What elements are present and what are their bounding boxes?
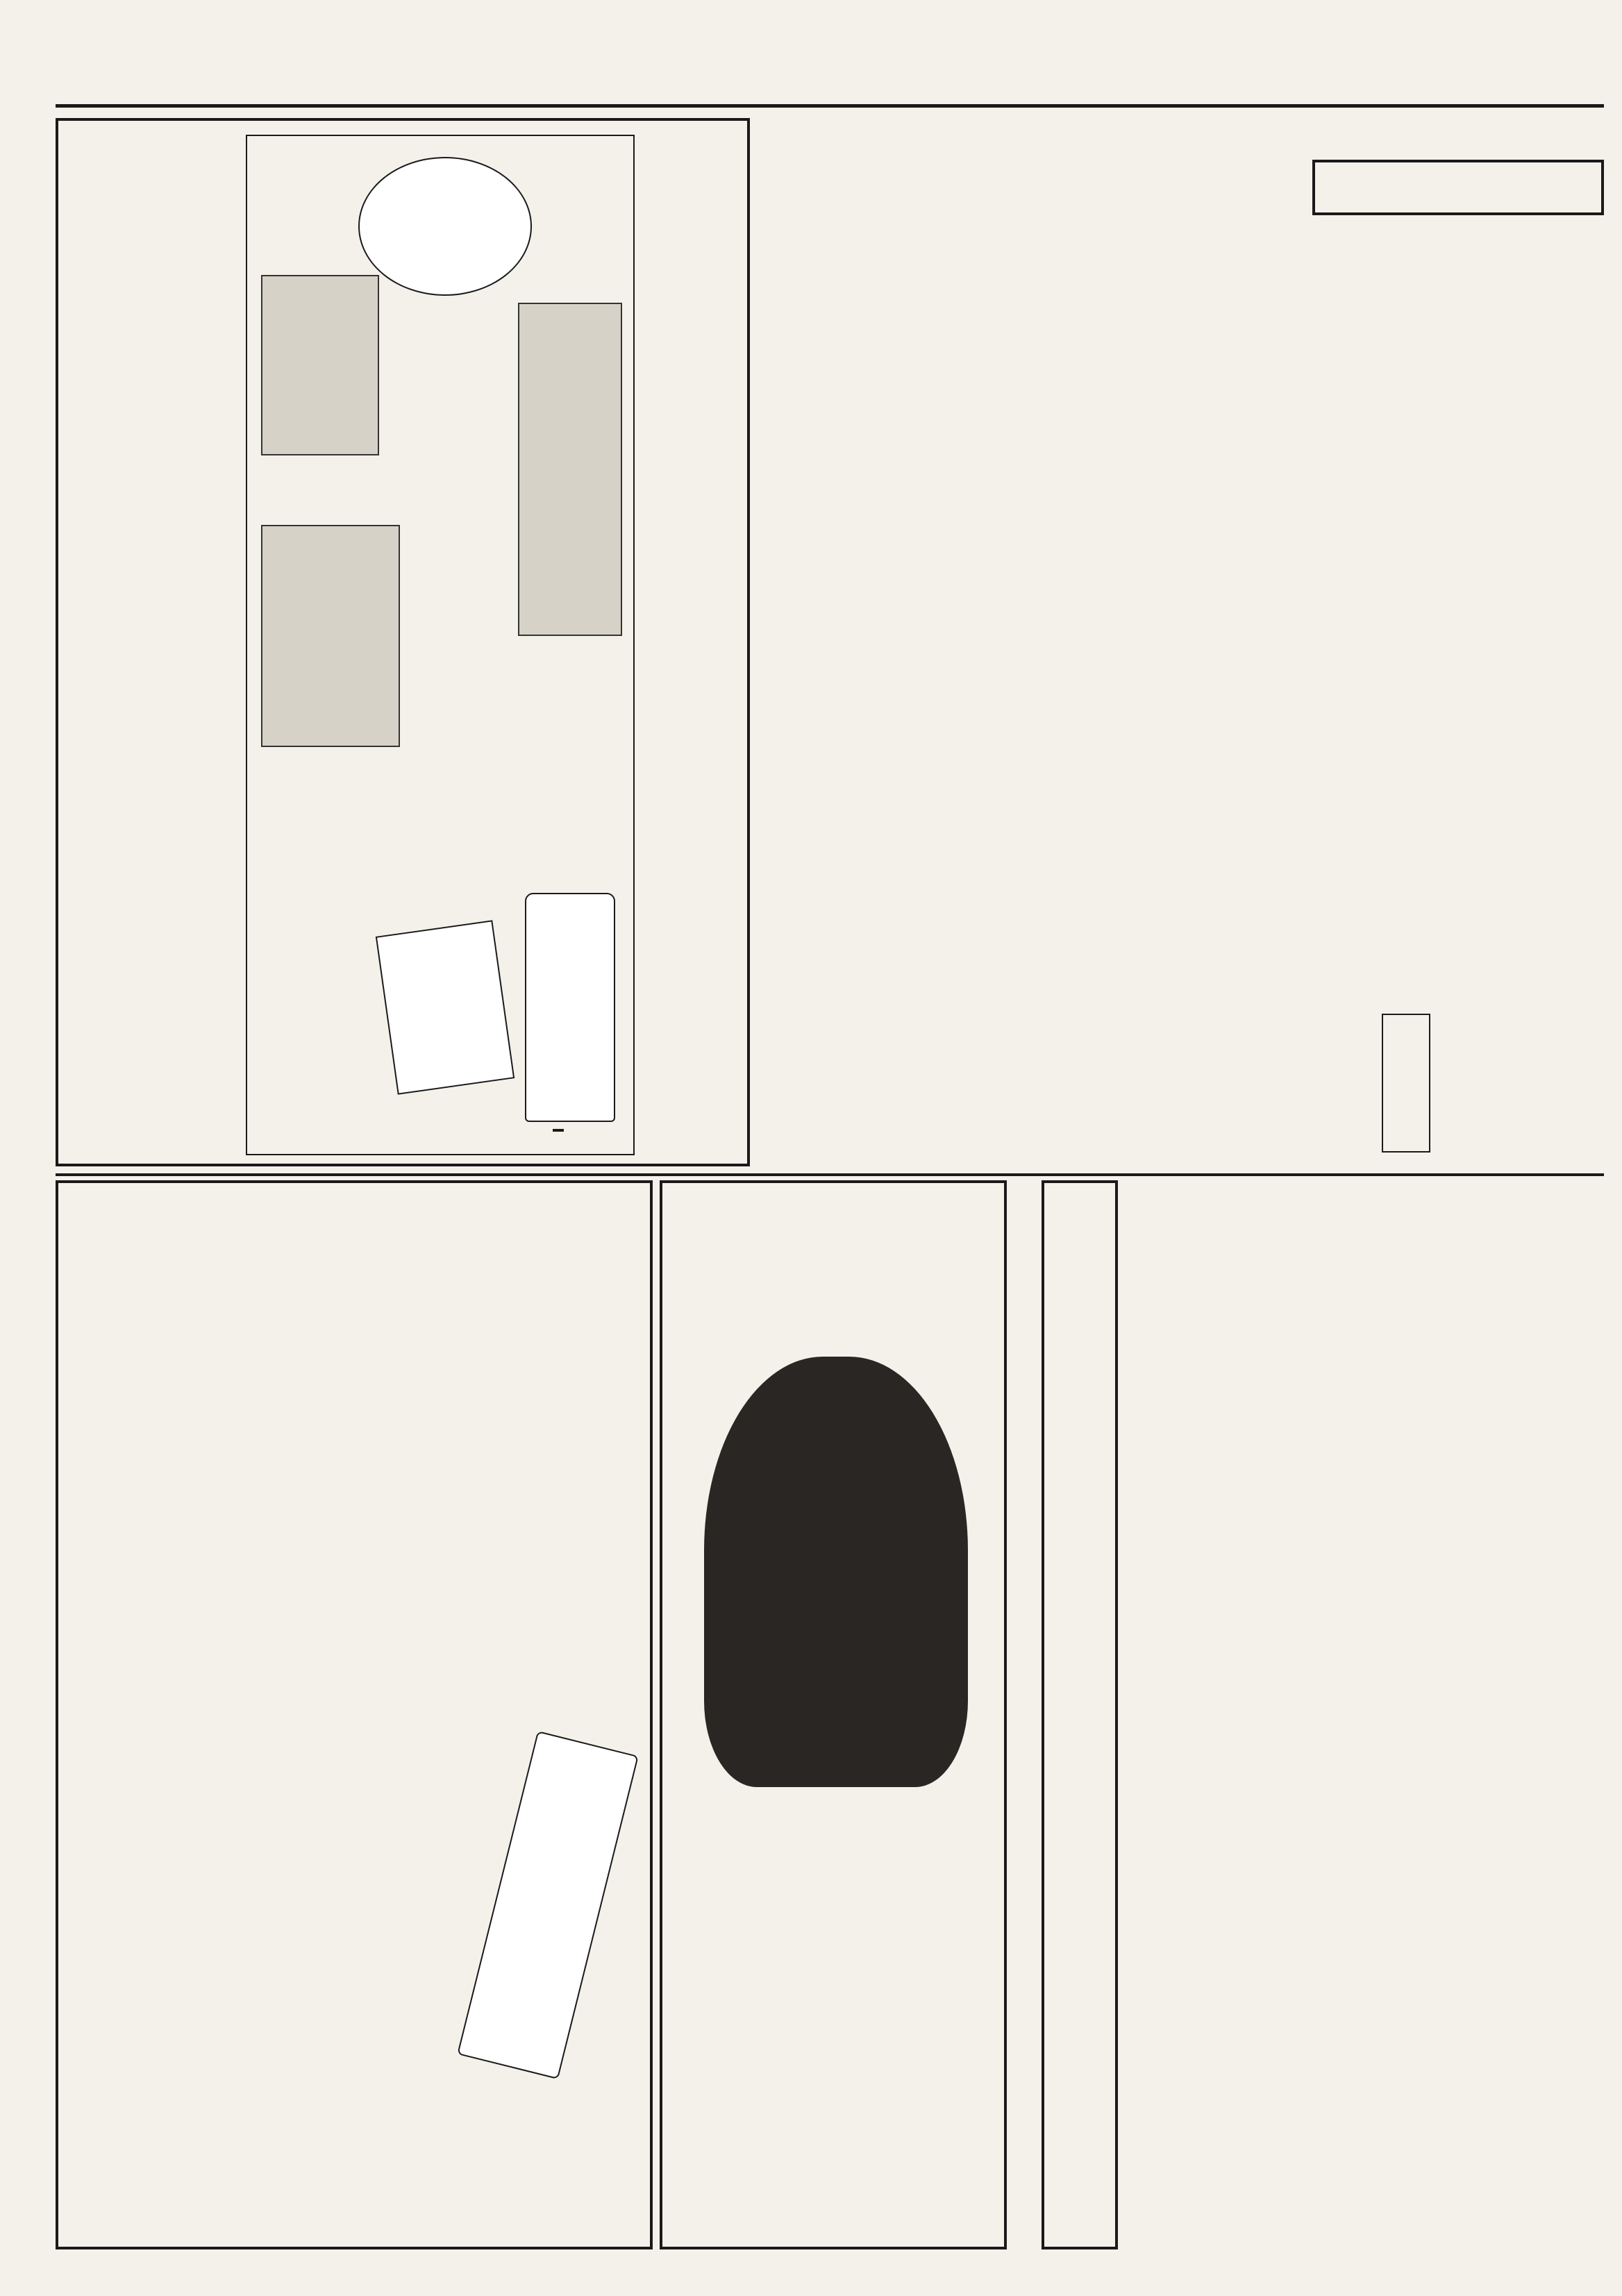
italy-germany-body	[1125, 1187, 1375, 1520]
medicine-bottle	[525, 893, 615, 1122]
article-tokyo-concern	[1389, 1763, 1604, 2249]
article-nanking-cable	[1069, 646, 1312, 875]
toothpaste-tube	[457, 1731, 639, 2079]
italy-germany-cable	[1528, 1187, 1604, 1520]
press-notice-body	[1048, 1194, 1111, 2236]
masthead-rule	[56, 104, 1604, 108]
japan-peers-body-continued	[1562, 236, 1604, 625]
chen-jie-body	[930, 993, 972, 1173]
article-italy-germany	[1118, 1180, 1604, 1534]
beware-product-body	[683, 2093, 989, 2231]
article-tianjin-bank	[1430, 1007, 1604, 1173]
article-stat-table	[972, 833, 1069, 923]
weak-man-figure	[261, 275, 379, 455]
fertility-ad	[56, 118, 750, 1166]
pill-box	[376, 920, 515, 1094]
japan-peers-kicker-box	[1312, 160, 1604, 215]
toothpaste-tube-cn	[499, 1788, 532, 1922]
fertility-ad-mark	[553, 1129, 564, 1132]
doctor-figure	[518, 303, 622, 636]
article-chen-jie	[972, 993, 1069, 1173]
fertility-ad-panel	[246, 135, 635, 1155]
beware-body	[683, 1870, 989, 2009]
econ-council-body	[743, 305, 875, 583]
pill-box-label	[423, 939, 443, 1083]
article-national-orders	[1139, 1007, 1430, 1173]
beware-agent	[1010, 1632, 1038, 2243]
fertility-ad-body2	[310, 664, 393, 900]
national-orders-body	[1146, 1014, 1375, 1166]
he-guoguang-body	[1125, 1750, 1201, 1861]
national-orders-title-box	[1382, 1014, 1430, 1153]
toothpaste-ad	[56, 1180, 653, 2249]
baochengduan-body	[1298, 1541, 1389, 1847]
fertility-ad-body	[407, 650, 622, 900]
toothpaste-features	[218, 1738, 433, 2037]
tianjin-bank-body	[1535, 1014, 1604, 1166]
women-delegation-body	[1541, 660, 1597, 993]
cancel-militia-body	[743, 930, 951, 1166]
monster-figure	[704, 1357, 968, 1787]
germany-medal-body	[1125, 1868, 1201, 2243]
press-notice-address	[979, 1597, 1007, 1805]
beware-ad	[660, 1180, 1007, 2249]
article-econ-council	[736, 292, 1069, 653]
article-he-guoguang	[1208, 2138, 1389, 2249]
article-neutral	[1389, 1527, 1597, 1757]
article-women-delegation	[1305, 646, 1597, 1007]
tokyo-concern-body	[1389, 1770, 1465, 2243]
page-divider-rule	[56, 1173, 1604, 1176]
toothpaste-tube-en	[566, 1768, 633, 1784]
kidney-diagram	[358, 157, 532, 296]
british-air-body	[743, 660, 958, 910]
women-delegation-body-cont	[1312, 660, 1410, 993]
